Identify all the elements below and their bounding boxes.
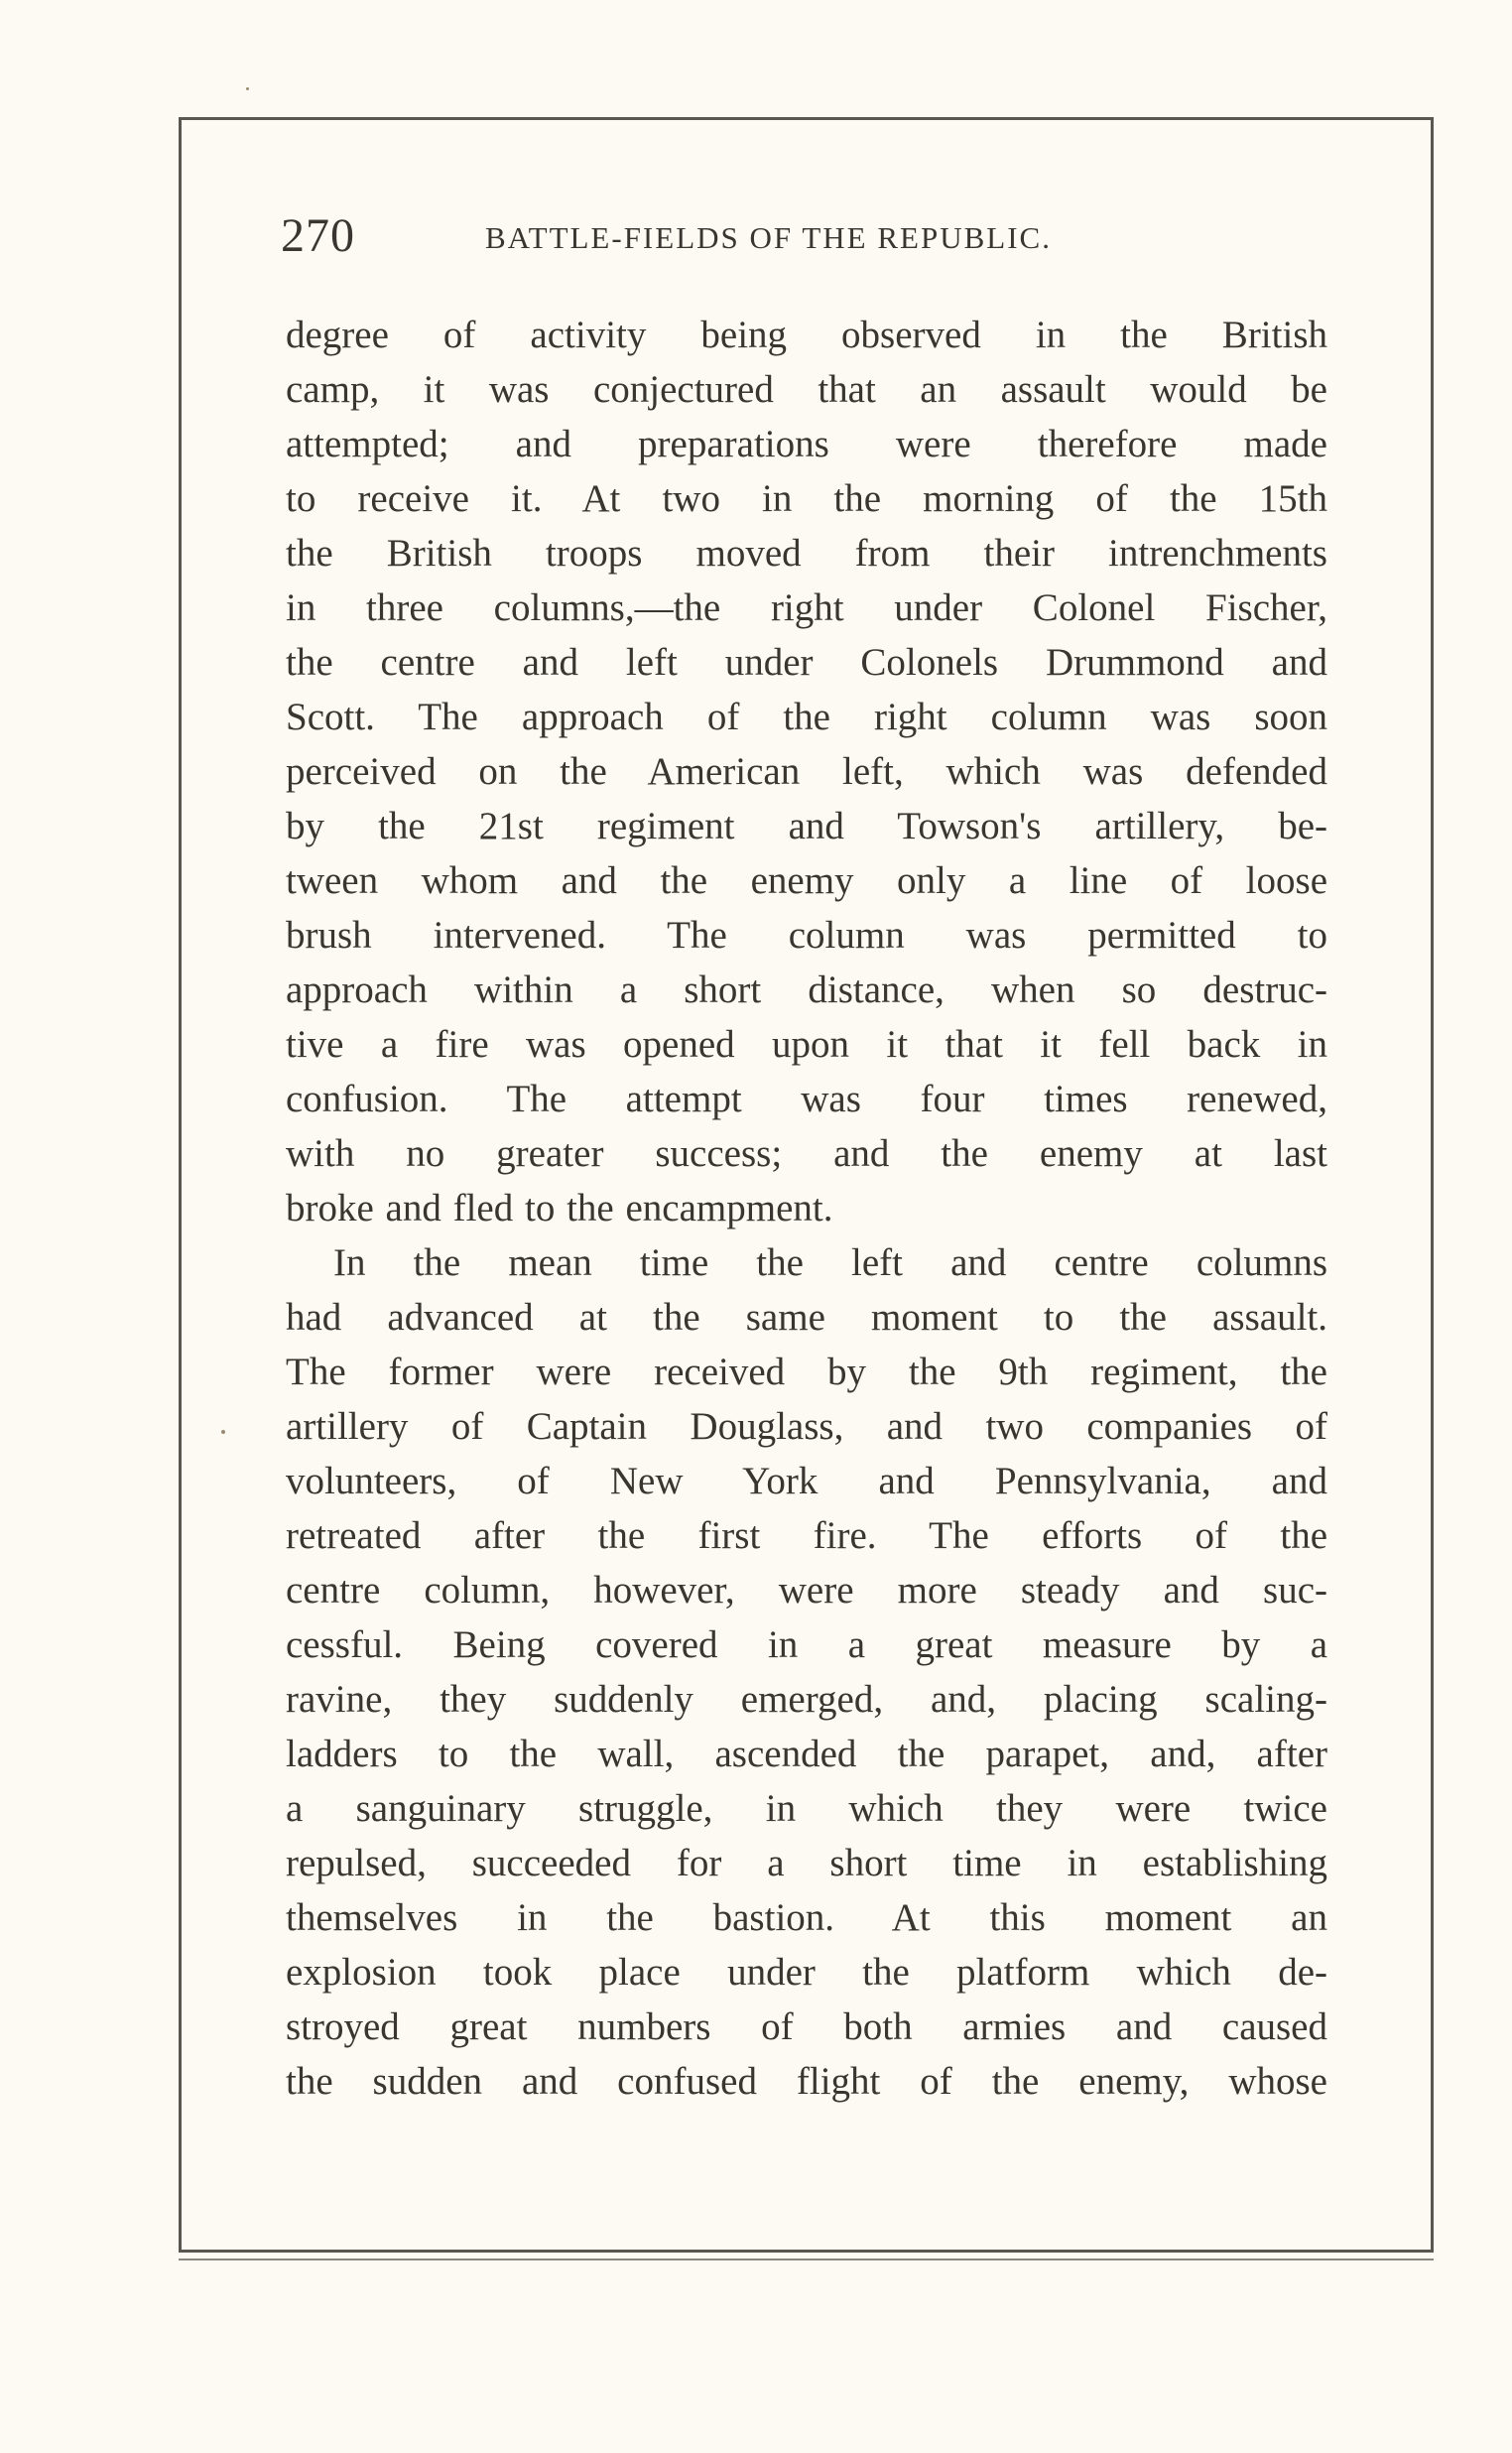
text-line: the centre and left under Colonels Drummond and <box>286 641 1327 684</box>
text-line: with no greater success; and the enemy at last <box>286 1132 1327 1175</box>
page-number: 270 <box>281 209 355 262</box>
text-line: retreated after the first fire. The efforts of the <box>286 1514 1327 1557</box>
page-border-bottom-rule <box>179 2259 1434 2260</box>
text-line: volunteers, of New York and Pennsylvania, and <box>286 1460 1327 1502</box>
text-line: cessful. Being covered in a great measure by a <box>286 1623 1327 1666</box>
ink-speck <box>221 1430 225 1434</box>
text-line: had advanced at the same moment to the assault. <box>286 1296 1327 1339</box>
ink-speck <box>246 87 249 90</box>
running-head: BATTLE-FIELDS OF THE REPUBLIC. <box>485 220 1052 255</box>
text-line: Scott. The approach of the right column was soon <box>286 696 1327 738</box>
text-line: by the 21st regiment and Towson's artillery, be- <box>286 805 1327 847</box>
text-line: the British troops moved from their intrenchments <box>286 532 1327 575</box>
text-line: in three columns,—the right under Colonel Fischer, <box>286 586 1327 629</box>
text-line: confusion. The attempt was four times renewed, <box>286 1078 1327 1120</box>
text-line: artillery of Captain Douglass, and two companies of <box>286 1405 1327 1448</box>
text-line: a sanguinary struggle, in which they were twice <box>286 1787 1327 1830</box>
text-line: tween whom and the enemy only a line of loose <box>286 859 1327 902</box>
text-line: ravine, they suddenly emerged, and, placing scaling- <box>286 1678 1327 1721</box>
text-line: brush intervened. The column was permitted to <box>286 914 1327 957</box>
text-line: degree of activity being observed in the British <box>286 314 1327 356</box>
text-line: camp, it was conjectured that an assault would be <box>286 368 1327 411</box>
body-text <box>286 308 1327 2109</box>
text-line: the sudden and confused flight of the enemy, whose <box>286 2060 1327 2103</box>
text-line: stroyed great numbers of both armies and caused <box>286 2005 1327 2048</box>
text-line: centre column, however, were more steady and suc- <box>286 1569 1327 1612</box>
paragraph-start-line: In the mean time the left and centre columns <box>333 1241 1327 1284</box>
text-line: themselves in the bastion. At this moment an <box>286 1896 1327 1939</box>
page-header <box>281 208 1327 268</box>
text-line: tive a fire was opened upon it that it fell back in <box>286 1023 1327 1066</box>
text-line: to receive it. At two in the morning of the 15th <box>286 477 1327 520</box>
text-line: explosion took place under the platform which de- <box>286 1951 1327 1994</box>
text-line: perceived on the American left, which was defended <box>286 750 1327 793</box>
text-line: ladders to the wall, ascended the parapet, and, after <box>286 1733 1327 1775</box>
text-line: repulsed, succeeded for a short time in establishing <box>286 1842 1327 1884</box>
text-line: The former were received by the 9th regiment, the <box>286 1351 1327 1393</box>
paragraph-end-line: broke and fled to the encampment. <box>286 1187 833 1229</box>
text-line: attempted; and preparations were therefore made <box>286 423 1327 465</box>
text-line: approach within a short distance, when so destruc- <box>286 968 1327 1011</box>
